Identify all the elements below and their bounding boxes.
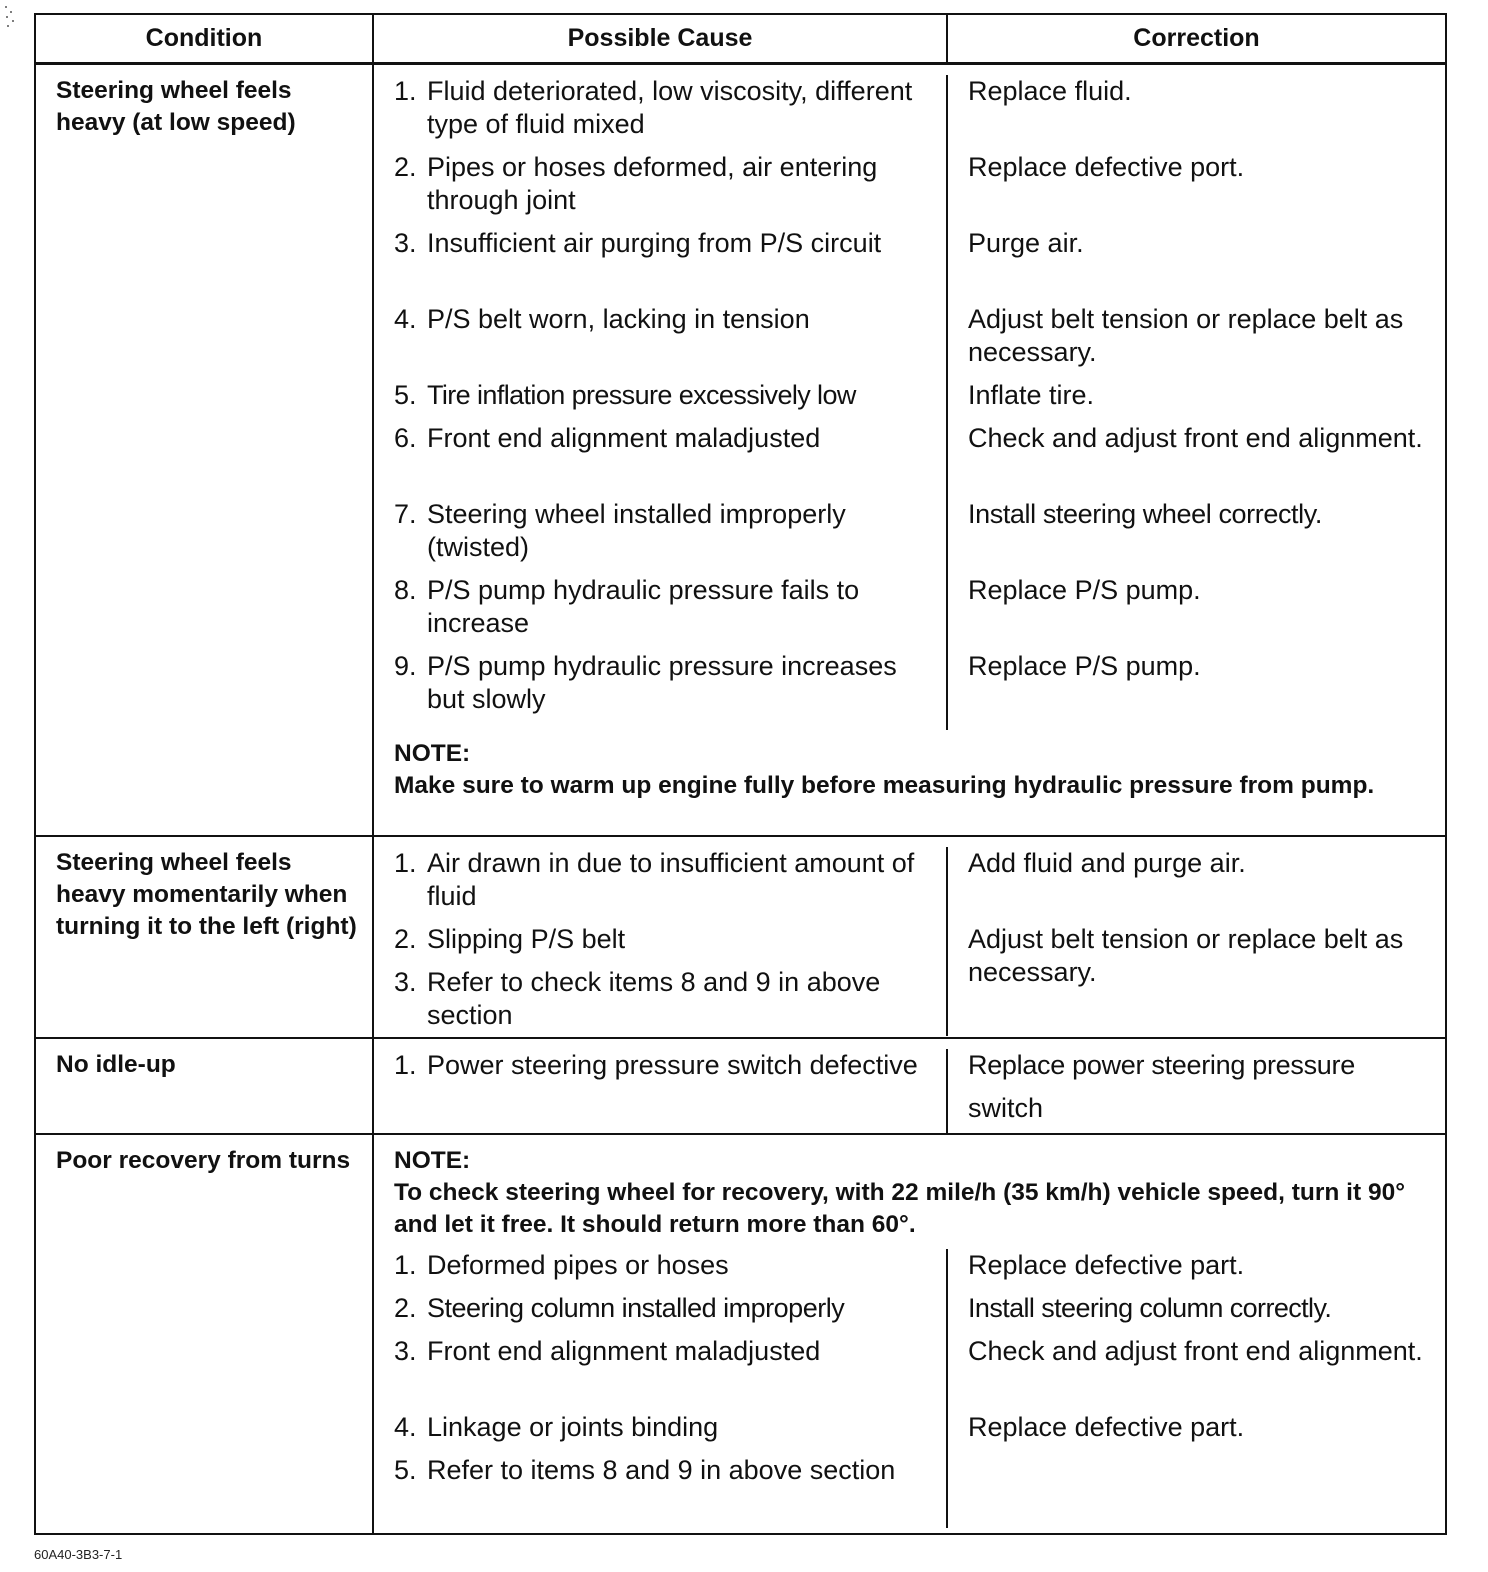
table-row xyxy=(374,1454,1445,1528)
table-row xyxy=(374,75,1445,151)
item-number: 5. xyxy=(394,1455,417,1485)
correction-text: Adjust belt tension or replace belt as necessary. xyxy=(968,304,1404,367)
item-number: 3. xyxy=(394,1336,417,1366)
correction-text: Replace defective port. xyxy=(968,152,1245,182)
item-number: 9. xyxy=(394,651,417,681)
cause-text: P/S pump hydraulic pressure fails to increase xyxy=(427,575,860,638)
troubleshooting-table xyxy=(34,13,1447,1535)
correction-line: Replace power steering pressure xyxy=(968,1050,1355,1080)
correction-text: Purge air. xyxy=(968,228,1084,258)
correction-text: Install steering wheel correctly. xyxy=(968,499,1322,529)
condition-text: Steering wheel feels heavy (at low speed) xyxy=(56,77,296,136)
cause-text: P/S belt worn, lacking in tension xyxy=(427,304,810,334)
note-block xyxy=(374,730,1445,802)
table-row xyxy=(374,151,1445,227)
cause-text: Deformed pipes or hoses xyxy=(427,1250,729,1280)
table-row xyxy=(374,923,1445,987)
note-block xyxy=(374,1135,1445,1239)
correction-text: Replace P/S pump. xyxy=(968,651,1201,681)
correction-text: Replace defective part. xyxy=(968,1412,1245,1442)
header-possible-cause: Possible Cause xyxy=(373,14,947,64)
table-row xyxy=(374,1335,1445,1411)
document-code: 60A40-3B3-7-1 xyxy=(34,1547,123,1562)
condition-text: Steering wheel feels heavy momentarily when turning it to the left (right) xyxy=(56,849,357,940)
table-row xyxy=(374,847,1445,923)
item-number: 8. xyxy=(394,575,417,605)
condition-cell xyxy=(35,1038,373,1134)
correction-text: Replace defective part. xyxy=(968,1250,1245,1280)
causes-and-corrections xyxy=(373,1038,1446,1134)
item-number: 4. xyxy=(394,1412,417,1442)
table-row xyxy=(374,422,1445,498)
cause-text: Pipes or hoses deformed, air entering through joint xyxy=(427,152,878,215)
item-number: 2. xyxy=(394,1293,417,1323)
item-number: 3. xyxy=(394,228,417,258)
cause-text: P/S pump hydraulic pressure increases but slowly xyxy=(427,651,897,714)
causes-and-corrections xyxy=(373,836,1446,1038)
cause-text: Insufficient air purging from P/S circuit xyxy=(427,228,882,258)
table-row xyxy=(374,650,1445,730)
correction-line: switch xyxy=(968,1093,1044,1123)
table-row xyxy=(374,1049,1445,1133)
correction-text: Add fluid and purge air. xyxy=(968,848,1246,878)
header-correction: Correction xyxy=(947,14,1446,64)
correction-text: Replace fluid. xyxy=(968,76,1132,106)
cause-text: Steering wheel installed improperly (twisted) xyxy=(427,499,846,562)
condition-cell xyxy=(35,1134,373,1534)
table-row xyxy=(374,1249,1445,1292)
section-heavy-low-speed xyxy=(35,64,1446,837)
cause-text: Air drawn in due to insufficient amount of fluid xyxy=(427,848,915,911)
cause-text: Refer to items 8 and 9 in above section xyxy=(427,1455,896,1485)
item-number: 1. xyxy=(394,1250,417,1280)
correction-text: Check and adjust front end alignment. xyxy=(968,1336,1423,1366)
correction-text: Check and adjust front end alignment. xyxy=(968,423,1423,453)
correction-text xyxy=(948,1049,1445,1133)
scan-specks xyxy=(2,2,18,32)
correction-text: Replace P/S pump. xyxy=(968,575,1201,605)
troubleshooting-page xyxy=(34,13,1445,1535)
condition-text: Poor recovery from turns xyxy=(56,1147,351,1174)
note-title: NOTE: xyxy=(394,740,471,767)
correction-text: Adjust belt tension or replace belt as necessary. xyxy=(968,924,1404,987)
causes-and-corrections xyxy=(373,1134,1446,1534)
correction-text: Install steering column correctly. xyxy=(968,1293,1332,1323)
item-number: 1. xyxy=(394,848,417,878)
note-text: To check steering wheel for recovery, with 22 mile/h (35 km/h) vehicle speed, turn it 90° and let it free. It should return more than 60°. xyxy=(394,1179,1406,1238)
cause-text: Front end alignment maladjusted xyxy=(427,423,821,453)
item-number: 2. xyxy=(394,924,417,954)
condition-cell xyxy=(35,836,373,1038)
cause-text: Slipping P/S belt xyxy=(427,924,626,954)
section-poor-recovery xyxy=(35,1134,1446,1534)
table-row xyxy=(374,379,1445,422)
cause-text: Linkage or joints binding xyxy=(427,1412,719,1442)
table-row xyxy=(374,1411,1445,1454)
item-number: 1. xyxy=(394,1050,417,1080)
table-row xyxy=(374,227,1445,303)
cause-text: Refer to check items 8 and 9 in above section xyxy=(427,967,881,1030)
cause-text: Steering column installed improperly xyxy=(427,1293,845,1323)
cause-text: Tire inflation pressure excessively low xyxy=(427,380,856,410)
header-row xyxy=(35,14,1446,64)
table-row xyxy=(374,574,1445,650)
section-heavy-momentarily xyxy=(35,836,1446,1038)
item-number: 5. xyxy=(394,380,417,410)
item-number: 4. xyxy=(394,304,417,334)
table-row xyxy=(374,303,1445,379)
table-row xyxy=(374,1292,1445,1335)
header-condition: Condition xyxy=(35,14,373,64)
causes-and-corrections xyxy=(373,64,1446,837)
note-title: NOTE: xyxy=(394,1147,471,1174)
item-number: 7. xyxy=(394,499,417,529)
item-number: 2. xyxy=(394,152,417,182)
condition-text: No idle-up xyxy=(56,1051,176,1078)
section-no-idle-up xyxy=(35,1038,1446,1134)
item-number: 6. xyxy=(394,423,417,453)
item-number: 3. xyxy=(394,967,417,997)
note-text: Make sure to warm up engine fully before measuring hydraulic pressure from pump. xyxy=(394,772,1375,799)
table-row xyxy=(374,498,1445,574)
cause-text: Fluid deteriorated, low viscosity, different type of fluid mixed xyxy=(427,76,913,139)
cause-text: Front end alignment maladjusted xyxy=(427,1336,821,1366)
correction-text: Inflate tire. xyxy=(968,380,1095,410)
item-number: 1. xyxy=(394,76,417,106)
condition-cell xyxy=(35,64,373,837)
cause-text: Power steering pressure switch defective xyxy=(427,1050,918,1080)
correction-text xyxy=(948,1454,1445,1528)
